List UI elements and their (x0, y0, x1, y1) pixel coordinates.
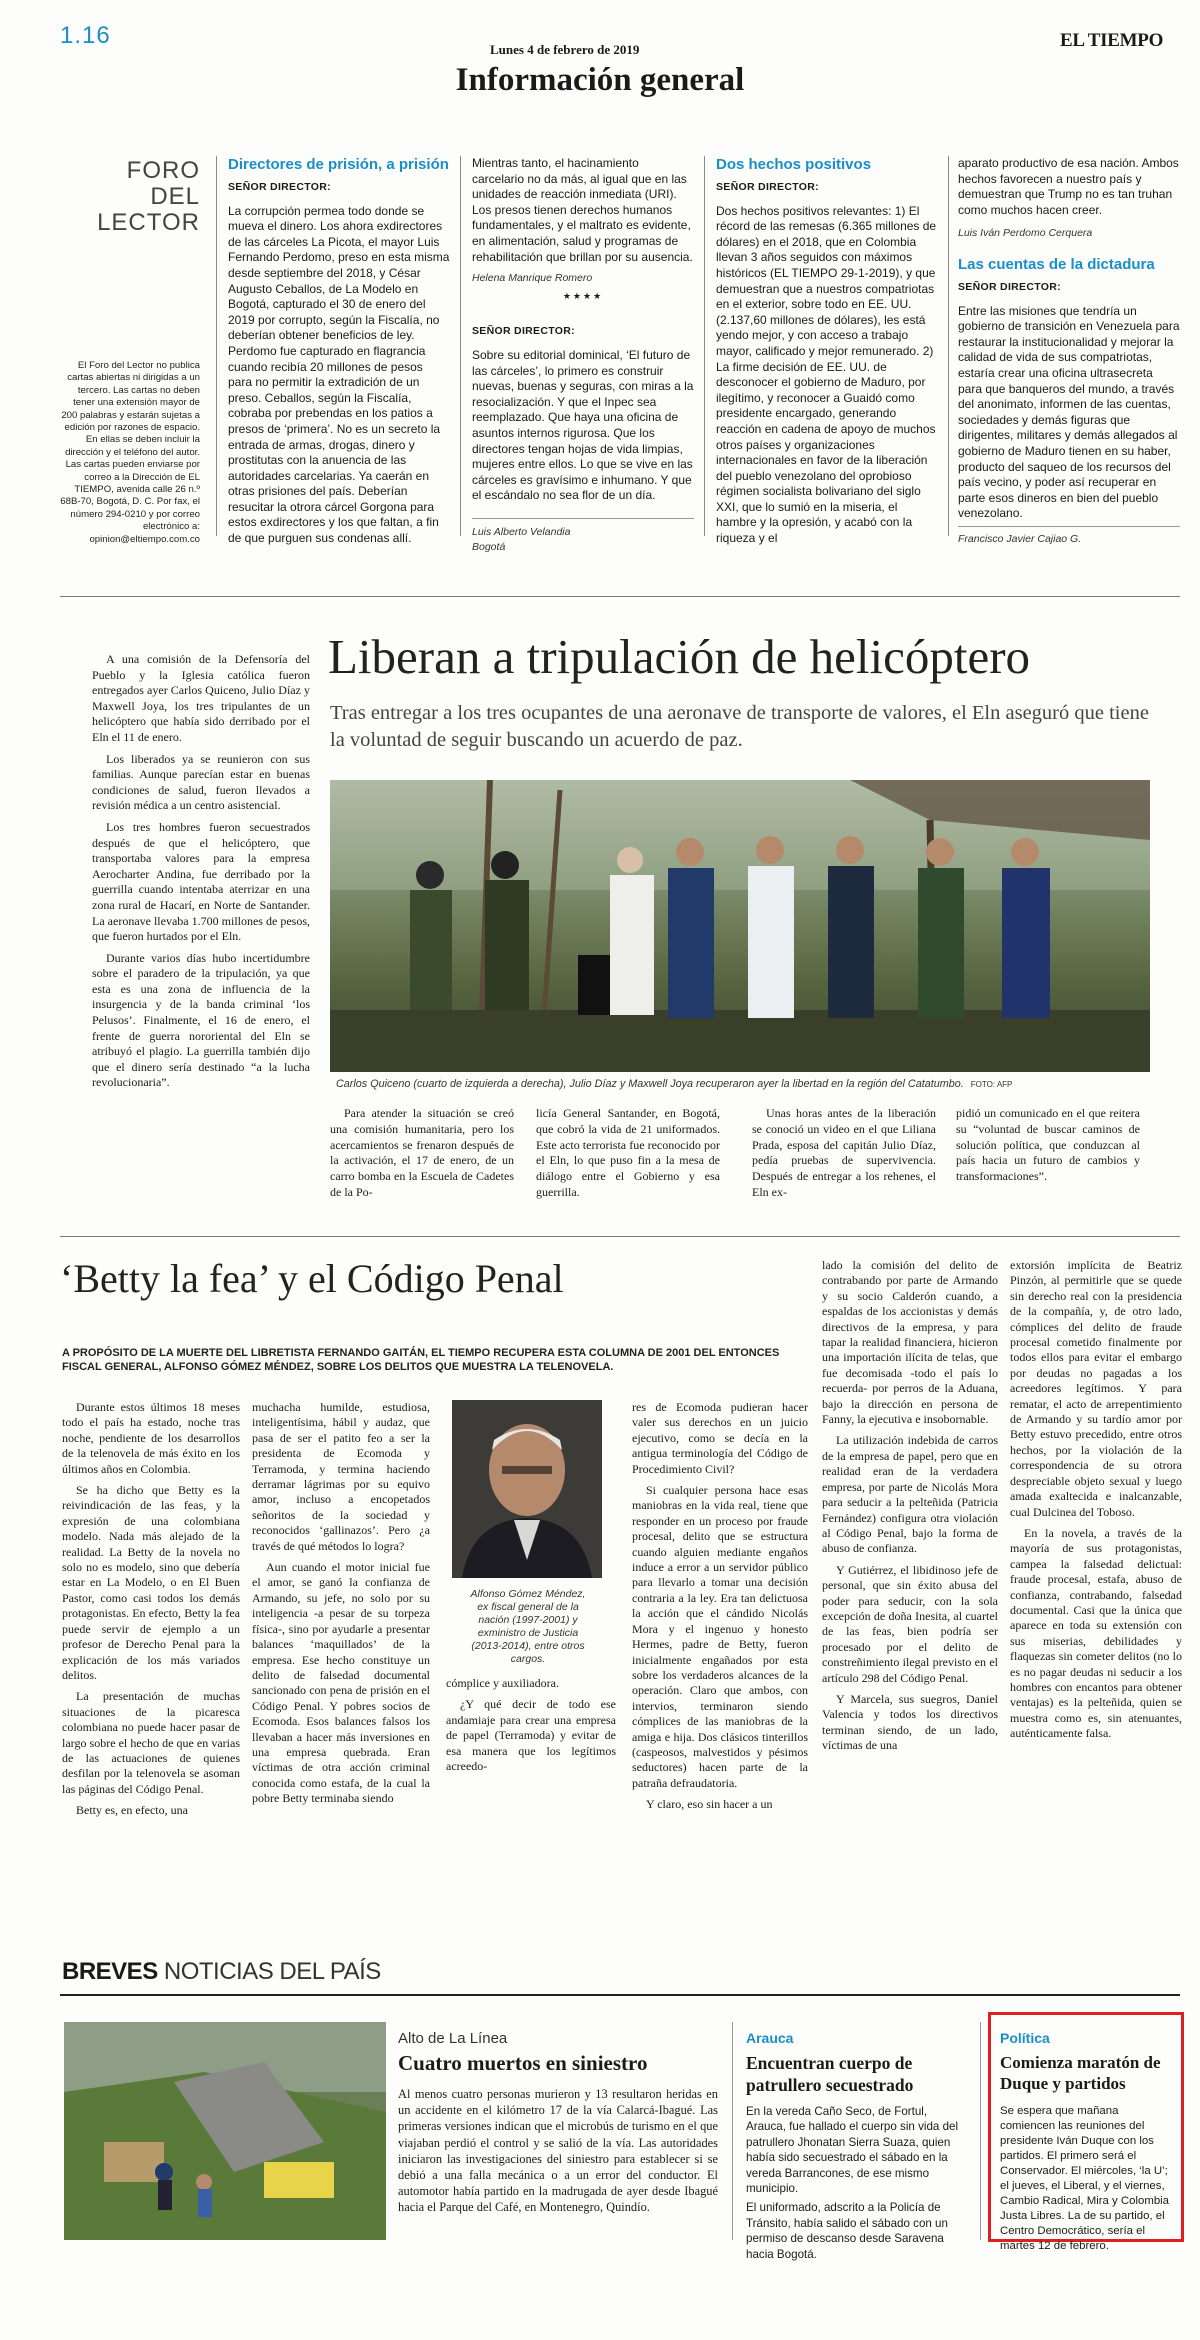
betty-c3-p3: Y claro, eso sin hacer a un (646, 1797, 773, 1812)
betty-c1-p4: Betty es, en efecto, una (76, 1803, 188, 1818)
betty-c4-p1: lado la comisión del delito de contrabando por parte de Armando y su socio Calderón cuando, a espaldas de los accionistas y demás directivos de la empresa, y para tapar la realidad financiera, hicieron una importación ilícita de telas, que fue decomisada -todo el país lo recuerda- por perros de la Aduana, bajo la dirección en persona de Fanny, la ejecutiva e insobornable. (822, 1258, 998, 1427)
foro-notice: El Foro del Lector no publica cartas abiertas ni dirigidas a un tercero. Las cartas no deben tener una extensión mayor de 200 palabras y estarán sujetas a edición por razones de espacio. En ellas se deben incluir la dirección y el teléfono del autor. Las cartas pueden enviarse por correo a la Dirección de EL TIEMPO, avenida calle 26 n.º 68B-70, Bogotá, D. C. Por fax, el número 294-0210 y por correo electrónico a: opinion@eltiempo.com.co (60, 360, 200, 545)
betty-c5-p2: En la novela, a través de la mayoría de sus protagonistas, campea la falsedad delictual: fraude procesal, estafa, abuso de confianza, contrabando, falsedad documental. Casi que la única que aparece en toda su extensión con sus miserias, debilidades y flaquezas sin cometer delitos (no lo es no pagar deudas ni seducir a los hombres con encantos para obtener ventajas) es la pelteñida, quien se muestra como es, sin atenuantes, auténticamente falsa. (1010, 1525, 1182, 1741)
heli-caption (336, 1078, 1156, 1090)
letter-3-salutation: SEÑOR DIRECTOR: (716, 181, 819, 193)
portrait-illustration (452, 1400, 602, 1578)
heli-headline: Liberan a tripulación de helicóptero (328, 629, 1031, 684)
breve-2-title: Encuentran cuerpo de patrullero secuestrado (746, 2053, 914, 2095)
betty-col-5 (1010, 1258, 1182, 1748)
brand-logo: EL TIEMPO (1060, 30, 1164, 51)
page-date: Lunes 4 de febrero de 2019 (490, 42, 640, 57)
letter-4-author: Francisco Javier Cajiao G. (958, 526, 1180, 548)
breves-accident-photo (64, 2022, 386, 2240)
breves-label-bold: BREVES (62, 1958, 158, 1985)
breve-1-title: Cuatro muertos en siniestro (398, 2051, 648, 2075)
letter-4-salutation: SEÑOR DIRECTOR: (958, 280, 1061, 293)
heli-col-b4: pidió un comunicado en el que reitera su “voluntad de buscar caminos de solución política, que conduzcan al país hacia un futuro de cambios y transformaciones”. (956, 1106, 1140, 1184)
letter-2-text: Sobre su editorial dominical, ‘El futuro de las cárceles’, lo primero es construir nuevas, buenas y seguras, con miras a la resocialización. Y que el Inpec sea reemplazado. Que haya una oficina de asuntos internos rigurosa. Que los directores tengan hojas de vida limpias, mujeres entre ellos. Lo que se vive en las cárceles es gravísimo e inhumano. Y que el escándalo no sea flor de un día. (472, 347, 694, 503)
betty-c3-p1: res de Ecomoda pudieran hacer valer sus derechos en un juicio ejecutivo, como se decía en la antigua terminología del Código de Procedimiento Civil? (632, 1400, 808, 1476)
letter-1-title: Directores de prisión, a prisión (228, 156, 449, 173)
heli-col-b2: licía General Santander, en Bogotá, que cobró la vida de 21 uniformados. Este acto terrorista fue reconocido por el Eln, lo que puso fin a la mesa de diálogo entre el Gobierno y esa guerrilla. (536, 1106, 720, 1199)
betty-col-2 (252, 1400, 430, 1813)
heli-paragraph-1: A una comisión de la Defensoría del Pueblo y la Iglesia católica fueron entregados ayer Carlos Quiceno, Julio Díaz y Maxwell Joya, los tres tripulantes de un helicóptero que había sido derribado por el Eln el 11 de enero. (92, 652, 310, 744)
betty-col-2b (446, 1676, 616, 1780)
foro-title-line1: FORO DEL (126, 157, 200, 210)
breve-3-title: Comienza maratón de Duque y partidos (1000, 2053, 1161, 2093)
breve-2-text (746, 2104, 966, 2266)
separator-stars: ★★★★ (562, 290, 604, 301)
heli-photo (330, 780, 1150, 1072)
betty-c4-p3: Y Gutiérrez, el libidinoso jefe de personal, que sin éxito abusa del poder para seducir, con la sola excepción de doña Inesita, al cuartel de las feas, bien podría ser procesado por el delito de constreñimiento ilegal previsto en el artículo 298 del Código Penal. (822, 1562, 998, 1685)
breve-1-text: Al menos cuatro personas murieron y 13 resultaron heridas en un accidente en el kilómetro 17 de la vía Calarcá-Ibagué. Las primeras versiones indican que el microbús de turismo en el que viajaban perdió el control y se salió de la vía. Las autoridades iniciaron las investigaciones del siniestro para establecer si se debió a una falla mecánica o a un error del conductor. El automotor había partido en la madrugada de ayer desde Ibagué hacia el Parque del Café, en Montenegro, Quindío. (398, 2087, 718, 2215)
betty-c2-p2: Aun cuando el motor inicial fue el amor, se ganó la confianza de Armando, su jefe, no solo por su inteligencia -a pesar de su torpeza física-, sino por ayudarle a presentar balances ‘maquillados’ de la empresa. Ese hecho constituye un delito de falsedad documental sancionado con pena de prisión en el Código Penal. Y pobres socios de Ecomoda. Esos balances falsos los llevaban a hacer más inversiones en una empresa quebrada. Eran víctimas de otra acción criminal conocida como estafa, de la cual la pobre Betty terminaba siendo (252, 1560, 430, 1806)
foro-title (80, 158, 200, 236)
betty-portrait-caption: Alfonso Gómez Méndez, ex fiscal general de la nación (1997-2001) y exministro de Justicia (2013-2014), entre otros cargos. (470, 1588, 586, 1665)
betty-portrait (452, 1400, 602, 1578)
heli-col-b3: Unas horas antes de la liberación se conoció un video en el que Liliana Prada, esposa del capitán Julio Díaz, pedía pruebas de supervivencia. Después de entregar a los rehenes, el Eln ex- (752, 1106, 936, 1199)
betty-c1-p1: Durante estos últimos 18 meses todo el país ha estado, noche tras noche, pendiente de los desarrollos de la telenovela de más éxito en los últimos años en Colombia. (62, 1400, 240, 1476)
letter-1-continued: Mientras tanto, el hacinamiento carcelario no da más, al igual que en las unidades de reacción inmediata (URI). Los presos tienen derechos humanos fundamentales, y el maltrato es evidente, en alimentación, salud y programas de rehabilitación que brillan por su ausencia. (472, 156, 693, 264)
heli-paragraph-2: Los liberados ya se reunieron con sus familias. Aunque parecían estar en buenas condiciones de salud, fueron llevados a revisión médica a un centro asistencial. (92, 751, 310, 813)
letter-2-author: Luis Alberto Velandia Bogotá (472, 518, 694, 556)
betty-c4-p2: La utilización indebida de carros de la empresa de papel, pero que en realidad eran de la verdadera empresa, por parte de Nicolás Mora para seducir a la pelteñida (Patricia Fernández) configura otra violación al Código Penal, bajo la forma de abuso de confianza. (822, 1433, 998, 1556)
letter-column-2 (472, 156, 694, 556)
letter-3-continued: aparato productivo de esa nación. Ambos hechos favorecen a nuestro país y demuestran que Trump no es tan truhan como muchos hacen creer. (958, 156, 1179, 217)
betty-col-1 (62, 1400, 240, 1825)
letter-3-text: Dos hechos positivos relevantes: 1) El récord de las remesas (6.365 millones de dólares) en el 2018, que en Colombia llevan 3 años seguidos con máximos históricos (EL TIEMPO 29-1-2019), y que demuestran que a nuestros compatriotas en el exterior, sobre todo en EE. UU. (2.137,60 millones de dólares), les está yendo mejor, y con acceso a trabajo mayor, calificado y mejor remunerado. 2) La firme decisión de EE. UU. de desconocer el gobierno de Maduro, por ilegítimo, y reconocer a Guaidó como presidente encargado, generando reacción en cadena de apoyo de muchos otros países y organizaciones internacionales en favor de la liberación del pueblo venezolano del oprobioso régimen socialista bolivariano del siglo XXI, que lo sumió en la miseria, el hambre y la opresión, y acabó con la riqueza y el (716, 203, 937, 546)
betty-kicker: A PROPÓSITO DE LA MUERTE DEL LIBRETISTA FERNANDO GAITÁN, EL TIEMPO RECUPERA ESTA COLUMNA DE 2001 DEL ENTONCES FISCAL GENERAL, ALFONSO GÓMEZ MÉNDEZ, SOBRE LOS DELITOS QUE MUESTRA LA TELENOVELA. (62, 1347, 780, 1373)
betty-c3-p2: Si cualquier persona hace esas maniobras en la vida real, tiene que responder en un proceso por fraude procesal, delito que se estructura cuando alguien mediante engaños induce a error a un servidor público para llevarlo a tomar una decisión contraria a la ley. Era tan delictuosa la acción que el cándido Nicolás Mora y el ingenuo y honesto Hermes, padre de Betty, fueron inicialmente engañados por esta sobre los verdaderos alcances de la operación. Claro que ambos, con intervios, terminaron siendo cómplices de las maniobras de la amiga e hija. Dos clásicos tinterillos (caspeosos, malvestidos y pésimos seductores) hacen parte de la patraña defraudatoria. (632, 1483, 808, 1790)
foro-title-line2: LECTOR (97, 209, 200, 236)
heli-photo-credit: FOTO: AFP (970, 1080, 1013, 1089)
letter-column-3 (716, 156, 938, 551)
letter-column-4 (958, 156, 1180, 547)
letter-1-author: Helena Manrique Romero (472, 272, 593, 285)
letter-1-salutation: SEÑOR DIRECTOR: (228, 181, 331, 193)
heli-caption-text: Carlos Quiceno (cuarto de izquierda a derecha), Julio Díaz y Maxwell Joya recuperaron ayer la libertad en la región del Catatumbo. (336, 1078, 964, 1090)
breve-1-place: Alto de La Línea (398, 2030, 508, 2047)
breves-label-light: NOTICIAS DEL PAÍS (163, 1958, 381, 1985)
betty-c5-p1: extorsión implícita de Beatriz Pinzón, al permitirle que se quede sin derecho real con la presidencia de la compañía, y, de otro lado, cómplices del delito de fraude procesal cometido finalmente por todos ellos para evitar el embargo por deudas no pagadas a los acreedores legítimos. Y para rematar, el acto de arrepentimiento de Armando y su tardío amor por Betty estuvo precedido, entre otros hechos, por la violación de la correspondencia de su otrora despreciable objeto sexual y luego amada exaltecida e inalcanzable, cual Dulcinea del Toboso. (1010, 1258, 1182, 1519)
letter-2-salutation: SEÑOR DIRECTOR: (472, 325, 575, 338)
betty-c4-p4: Y Marcela, sus suegros, Daniel Valencia y todos los directivos terminan siendo, de un lado, víctimas de una (822, 1691, 998, 1753)
heli-paragraph-3: Los tres hombres fueron secuestrados después de que el helicóptero, que transportaba valores para la empresa Aerocharter Andina, fue derribado por la guerrilla cuando intentaba aterrizar en una zona rural de Hacarí, en Norte de Santander. La aeronave llevaba 1.700 millones de pesos, que fueron hurtados por el Eln. (92, 819, 310, 944)
betty-col-4 (822, 1258, 998, 1760)
breve-2-text-2: El uniformado, adscrito a la Policía de Tránsito, había salido el sábado con un permiso de descanso desde Saravena hacia Bogotá. (746, 2201, 948, 2261)
section-title: Información general (455, 62, 745, 98)
heli-paragraph-4: Durante varios días hubo incertidumbre sobre el paradero de la tripulación, ya que esta es una zona de influencia de la insurgencia y de la banda criminal ‘los Pelusos’. Finalmente, el 16 de enero, el frente de guerra nororiental del Eln se atribuyó el plagio. La guerrilla también dijo que el dinero sería destinado “a la lucha revolucionaria”. (92, 950, 310, 1090)
betty-c2b: cómplice y auxiliadora. (446, 1676, 559, 1690)
betty-c1-p2: Se ha dicho que Betty es la reivindicación de las feas, y la expresión de una colombiana modelo. Nada más alejado de la realidad. La Betty de la novela no solo no es modelo, sino que debería estar en La Modelo, o en El Buen Pastor, como casi todos los demás protagonistas. En efecto, Betty la fea puede servir de ejemplo a un profesor de Derecho Penal para la explicación de los más variados delitos. (62, 1483, 240, 1682)
breve-3-place: Política (1000, 2030, 1050, 2046)
heli-left-column (92, 652, 310, 1097)
betty-col-3 (632, 1400, 808, 1819)
heli-photo-illustration (330, 780, 1150, 1072)
betty-c2-p1: muchacha humilde, estudiosa, inteligentísima, hábil y audaz, que pasa de ser el patito feo a ser la presidenta de Ecomoda y Terramoda, y termina haciendo derramar lágrimas por su equivo amor, incluso a encopetados señoritos de la sociedad y reconocidos ‘gallinazos’. Pero ¿a través de qué métodos lo logra? (252, 1400, 430, 1553)
betty-headline: ‘Betty la fea’ y el Código Penal (60, 1256, 564, 1301)
breve-2-place: Arauca (746, 2030, 794, 2046)
heli-col-b1: Para atender la situación se creó una comisión humanitaria, pero los acercamientos se frenaron después de la activación, el 17 de enero, de un carro bomba en la Escuela de Cadetes de la Po- (330, 1106, 514, 1199)
letter-4-text: Entre las misiones que tendría un gobierno de transición en Venezuela para restaurar la institucionalidad y mejorar la calidad de vida de sus compatriotas, estaría crear una oficina ultrasecreta para que banqueros del mundo, a través del anonimato, informen de las cuentas, sociedades y demás figuras que dirigentes, militares y demás allegados al gobierno de Maduro tienen en su haber, producto del saqueo de los recursos del país vecino, y poder así recuperar en parte esos dineros en bien del pueblo venezolano. (958, 303, 1180, 521)
page-number: 1.16 (60, 22, 111, 49)
letter-4-title: Las cuentas de la dictadura (958, 255, 1155, 273)
heli-deck: Tras entregar a los tres ocupantes de una aeronave de transporte de valores, el Eln aseguró que tiene la voluntad de seguir buscando un acuerdo de paz. (330, 702, 1149, 751)
betty-c1-p3: La presentación de muchas situaciones de la picaresca colombiana no puede hacer pasar de largo sobre el hecho de que en varias de las actuaciones de quienes desfilan por la telenovela se asoman las páginas del Código Penal. (62, 1689, 240, 1796)
betty-c2c: ¿Y qué decir de todo ese andamiaje para crear una empresa de papel (Terramoda) y evitar de esa manera que los legítimos acreedo- (446, 1697, 616, 1774)
letter-1-text: La corrupción permea todo donde se mueva el dinero. Los ahora exdirectores de las cárceles La Picota, el mayor Luis Fernando Perdomo, preso en esta misma desde septiembre del 2018, y César Augusto Ceballos, de La Modelo en Bogotá, capturado el 30 de enero del 2019 por corrupto, según la Fiscalía, no deberían obtener beneficios de ley. Perdomo fue capturado en flagrancia cuando recibía 20 millones de pesos para no permitir la extradición de un preso. Ceballos, según la Fiscalía, cobraba por prebendas en los patios a presos de ‘primera’. No es un secreto la entrada de armas, drogas, dinero y prostitutas con la anuencia de las autoridades carcelarias. Ya caerán en otras prisiones del país. Deberían resucitar la otrora cárcel Gorgona para estos exdirectores y los que faltan, a fin de que purguen sus condenas allí. (228, 203, 450, 546)
breve-3-text: Se espera que mañana comiencen las reuniones del presidente Iván Duque con los partidos. El primero será el Conservador. El miércoles, ‘la U’; el jueves, el Liberal, y el viernes, Cambio Radical, Mira y Colombia Justa Libres. La de su partido, el Centro Democrático, sería el martes 12 de febrero. (1000, 2105, 1170, 2252)
letter-column-1 (228, 156, 450, 551)
accident-photo-illustration (64, 2022, 386, 2240)
breve-2-text-1: En la vereda Caño Seco, de Fortul, Arauca, fue hallado el cuerpo sin vida del patrullero Jhonatan Sierra Suaza, quien había sido secuestrado el sábado en la vereda Barrancones, de ese mismo municipio. (746, 2105, 959, 2196)
letter-3-author: Luis Iván Perdomo Cerquera (958, 227, 1093, 240)
breves-label (62, 1958, 381, 1986)
letter-3-title: Dos hechos positivos (716, 156, 872, 173)
